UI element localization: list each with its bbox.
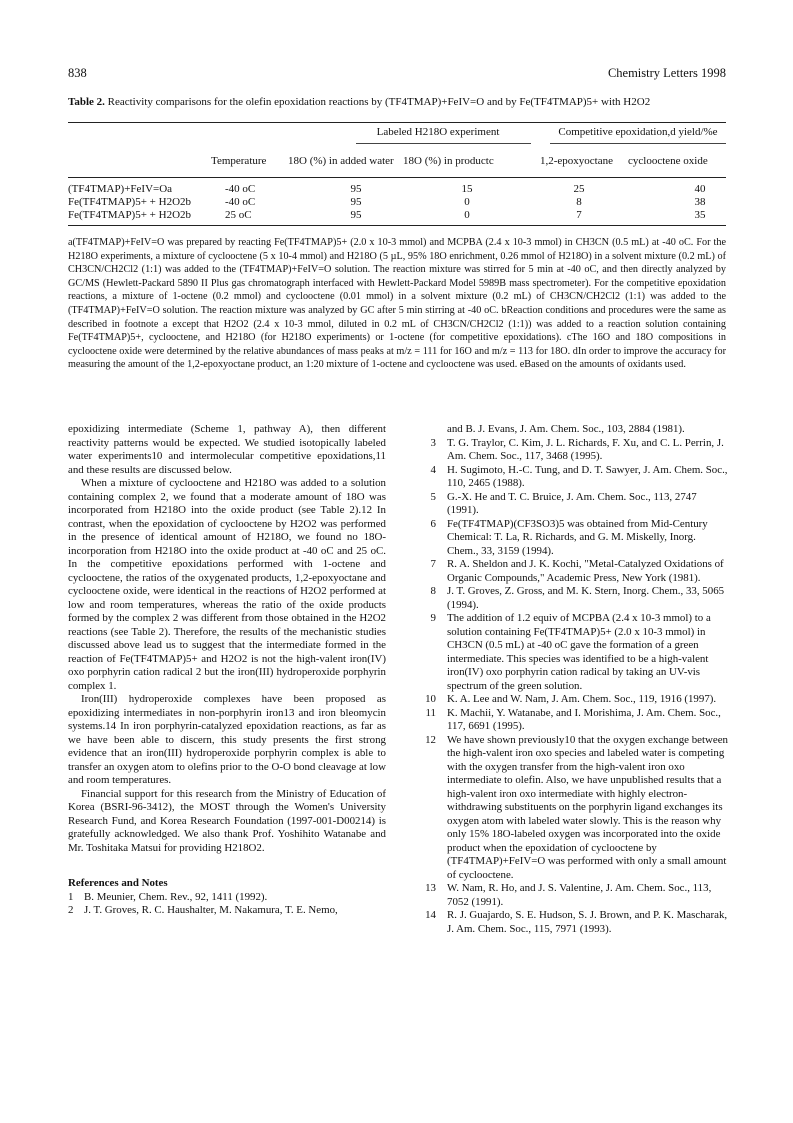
reference-text: and B. J. Evans, J. Am. Chem. Soc., 103, 2884 (1981). [447, 423, 685, 435]
table-cell: 38 [694, 196, 706, 208]
reference-number: 11 [425, 706, 436, 719]
table-header-rule [68, 177, 726, 178]
table-footnote [68, 236, 726, 372]
table-cell: 95 [350, 183, 362, 195]
reference-item [68, 904, 386, 918]
column-header-o18-water: 18O (%) in added water [288, 155, 394, 167]
body-paragraph: When a mixture of cyclooctene and H218O was added to a solution containing complex 2, we found that a moderate amount of 18O was incorporated from H218O into the oxide product (see Table 2).12 In contrast, when the epoxidation of cyclooctene by H2O2 was performed in the presence of identical amount of H218O, we found no 18O-incorporation from H218O into the oxide product at -40 oC and 25 oC. In the competitive epoxidations performed with 1-octene and cyclooctene, the ratios of the oxygenated products, 1,2-epoxyoctane and cyclooctene oxide, were identical in the reactions of H2O2 performed at low and room temperatures, whereas the ratio of the oxide products formed by the complex 2 was different from those obtained in the H2O2 reactions (see Table 2). Therefore, the results of the mechanistic studies discussed above lead us to suggest that the intermediate formed in the reaction of Fe(TF4TMAP)5+ and H2O2 is not the high-valent iron(IV) oxo porphyrin cation radical 2 but the iron(III) hydroperoxide porphyrin complex 1. [68, 477, 386, 692]
table-cell: 8 [576, 196, 582, 208]
reference-text: R. A. Sheldon and J. K. Kochi, "Metal-Catalyzed Oxidations of Organic Compounds," Academic Press, New York (1981). [447, 558, 724, 584]
table-cell: 25 oC [225, 209, 252, 221]
reference-number: 14 [425, 909, 436, 921]
table-caption-label: Table 2. [68, 96, 105, 108]
table-cell: (TF4TMAP)+FeIV=Oa [68, 183, 173, 195]
reference-item [68, 891, 386, 905]
column-header-temperature: Temperature [211, 155, 267, 167]
table-cell: 35 [694, 209, 706, 221]
reference-text: K. Machii, Y. Watanabe, and I. Morishima, J. Am. Chem. Soc., 117, 6691 (1995). [447, 706, 721, 732]
reference-text: B. Meunier, Chem. Rev., 92, 1411 (1992). [84, 890, 268, 903]
body-paragraph: epoxidizing intermediate (Scheme 1, pathway A), then different reactivity patterns would be expected. We studied isotopically labeled water experiments10 and intermolecular competitive epoxidations,11 and these results are discussed below. [68, 423, 386, 476]
table-row [68, 183, 726, 197]
references-heading: References and Notes [68, 877, 168, 889]
left-column [68, 423, 386, 918]
reference-number: 8 [430, 585, 436, 597]
group-header-labeled: Labeled H218O experiment [376, 126, 500, 138]
reference-number: 3 [430, 436, 436, 449]
reference-item [416, 423, 728, 437]
reference-item [416, 558, 728, 585]
table-cell: 95 [350, 209, 362, 221]
reference-item [416, 464, 728, 491]
reference-item [416, 612, 728, 693]
page-number: 838 [68, 66, 87, 80]
table-bottom-rule [68, 225, 726, 226]
table-caption-text: Reactivity comparisons for the olefin epoxidation reactions by (TF4TMAP)+FeIV=O and by Fe(TF4TMAP)5+ with H2O2 [107, 96, 651, 108]
group-header-competitive: Competitive epoxidation,d yield/%e [558, 126, 718, 138]
table-cell: Fe(TF4TMAP)5+ + H2O2b [68, 196, 192, 208]
reference-text: H. Sugimoto, H.-C. Tung, and D. T. Sawyer, J. Am. Chem. Soc., 110, 2465 (1988). [447, 463, 728, 489]
table-cell: 0 [464, 196, 470, 208]
table-cell: -40 oC [225, 196, 256, 208]
table-footnote-text: a(TF4TMAP)+FeIV=O was prepared by reacting Fe(TF4TMAP)5+ (2.0 x 10-3 mmol) and MCPBA (2.4 x 10-3 mmol) in CH3CN (0.5 mL) at -40 oC. For the H218O experiments, a mixture of cyclooctene (5 x 10-4 mmol) and H218O (5 µL, 95% 18O enrichment, 0.26 mmol of H218O) in a solvent mixture (0.2 mL) of CH3CN/CH2Cl2 (1:1) was added to the (TF4TMAP)+FeIV=O solution. The reaction mixture was stirred for 5 min at -40 oC, and then directly analyzed by GC/MS (Hewlett-Packard 5890 II Plus gas chromatograph interfaced with Hewlett-Packard Model 5989B mass spectrometer). For the competitive epoxidation reactions, a mixture of 1-octene (0.2 mmol) and cyclooctene (0.01 mmol) in a solvent mixture (0.2 mL) of CH3CN/CH2Cl2 (1:1) was added to the (TF4TMAP)+FeIV=O solution. The reaction mixture was analyzed by GC after 5 min stirring at -40 oC. bReaction conditions and procedures were the same as described in footnote a except that H2O2 (2.4 x 10-3 mmol, diluted in 0.2 mL of CH3CN/CH2Cl2 (1:1)) was added to a reaction solution containing Fe(TF4TMAP)5+, cyclooctene, and H218O (for H218O experiments) or 1-octene (for competitive epoxidations). cThe 16O and 18O compositions in cyclooctene oxide were determined by the relative abundances of mass peaks at m/z = 111 for 16O and m/z = 113 for 18O. dIn order to improve the accuracy for measuring the amount of the 1,2-epoxyoctane product, an 1:20 mixture of 1-octene and cyclooctene was used. eBased on the amounts of oxidants used. [68, 237, 726, 371]
reference-text: We have shown previously10 that the oxygen exchange between the high-valent iron oxo species and labeled water is competing with the oxygen transfer from the high-valent iron oxo intermediate to olefin. Also, we have unpublished results that a high-valent iron oxo intermediate with highly electron-withdrawing substituents on the porphyrin ligand exchanges its oxygen atom with labeled water slowly. This is the reason why only 15% 18O-labeled oxygen was incorporated into the oxide product when the epoxidation of cyclooctene by (TF4TMAP)+FeIV=O was performed with only a small amount of cyclooctene. [447, 733, 728, 881]
running-header [68, 66, 726, 84]
group-underline-competitive [550, 143, 726, 144]
table-top-rule [68, 122, 726, 123]
table-cell: 0 [464, 209, 470, 221]
reference-text: W. Nam, R. Ho, and J. S. Valentine, J. Am. Chem. Soc., 113, 7052 (1991). [447, 882, 712, 908]
table-cell: 95 [350, 196, 362, 208]
reference-item [416, 437, 728, 464]
reference-item [416, 909, 728, 936]
reference-text: The addition of 1.2 equiv of MCPBA (2.4 x 10-3 mmol) to a solution containing Fe(TF4TMAP)5+ (2.0 x 10-3 mmol) in CH3CN (0.5 mL) at -40 oC gave the formation of a green intermediate. This species was identified to be a high-valent iron(IV) oxo porphyrin cation radical by taking an UV-vis spectrum of the green solution. [447, 612, 711, 692]
reference-number: 4 [430, 463, 436, 476]
reference-number: 2 [68, 904, 74, 916]
reference-text: T. G. Traylor, C. Kim, J. L. Richards, F. Xu, and C. L. Perrin, J. Am. Chem. Soc., 117, 3468 (1995). [447, 436, 724, 462]
reference-number: 12 [425, 733, 436, 746]
table-caption [68, 96, 728, 108]
table-cell: 7 [576, 209, 582, 221]
table-cell: Fe(TF4TMAP)5+ + H2O2b [68, 209, 192, 221]
reference-item [416, 707, 728, 734]
right-column [416, 423, 728, 936]
reference-item [416, 491, 728, 518]
reference-item [416, 518, 728, 559]
table-row [68, 196, 726, 210]
reference-number: 10 [425, 693, 436, 705]
reference-text: R. J. Guajardo, S. E. Hudson, S. J. Brown, and P. K. Mascharak, J. Am. Chem. Soc., 115, 7971 (1993). [447, 909, 728, 935]
reference-item [416, 882, 728, 909]
reference-number: 9 [430, 612, 436, 624]
reference-text: G.-X. He and T. C. Bruice, J. Am. Chem. Soc., 113, 2747 (1991). [447, 490, 697, 516]
reference-text: K. A. Lee and W. Nam, J. Am. Chem. Soc., 119, 1916 (1997). [447, 693, 717, 705]
reference-text: J. T. Groves, Z. Gross, and M. K. Stern, Inorg. Chem., 33, 5065 (1994). [447, 585, 725, 611]
reference-text: Fe(TF4TMAP)(CF3SO3)5 was obtained from Mid-Century Chemical: T. La, R. Richards, and G. M. Miskelly, Inorg. Chem., 33, 3159 (1994). [447, 517, 708, 557]
table-cell: 15 [461, 183, 473, 195]
column-header-epoxyoctane: 1,2-epoxyoctane [540, 155, 613, 167]
column-header-o18-product: 18O (%) in productc [403, 155, 494, 167]
table-cell: 25 [573, 183, 585, 195]
table-cell: 40 [694, 183, 706, 195]
body-paragraph: Iron(III) hydroperoxide complexes have been proposed as epoxidizing intermediates in non-porphyrin iron13 and iron bleomycin systems.14 In iron porphyrin-catalyzed epoxidation reactions, as far as we have been able to discern, this study presents the first strong evidence that an iron(III) hydroperoxide porphyrin complex is able to transfer an oxygen atom to olefins prior to the O-O bond cleavage at low and room temperatures. [68, 693, 386, 786]
table-row [68, 209, 726, 223]
journal-title: Chemistry Letters 1998 [607, 66, 726, 80]
column-header-cyclooctene-oxide: cyclooctene oxide [628, 155, 708, 167]
reference-number: 1 [68, 890, 74, 903]
reference-item [416, 734, 728, 883]
reference-item [416, 585, 728, 612]
reference-text: J. T. Groves, R. C. Haushalter, M. Nakamura, T. E. Nemo, [84, 904, 338, 916]
group-underline-labeled [356, 143, 531, 144]
reference-item [416, 693, 728, 707]
table-cell: -40 oC [225, 183, 256, 195]
reference-number: 6 [430, 517, 436, 530]
reference-number: 7 [430, 558, 436, 570]
reference-number: 13 [425, 882, 436, 894]
reference-number: 5 [430, 490, 436, 503]
acknowledgment-paragraph: Financial support for this research from the Ministry of Education of Korea (BSRI-96-3412), the MOST through the Women's University Research Fund, and Korea Research Foundation (1997-001-D00214) is gratefully acknowledged. We also thank Prof. Yoshihito Watanabe and Mr. Toshitaka Matsui for providing H218O2. [68, 787, 386, 854]
